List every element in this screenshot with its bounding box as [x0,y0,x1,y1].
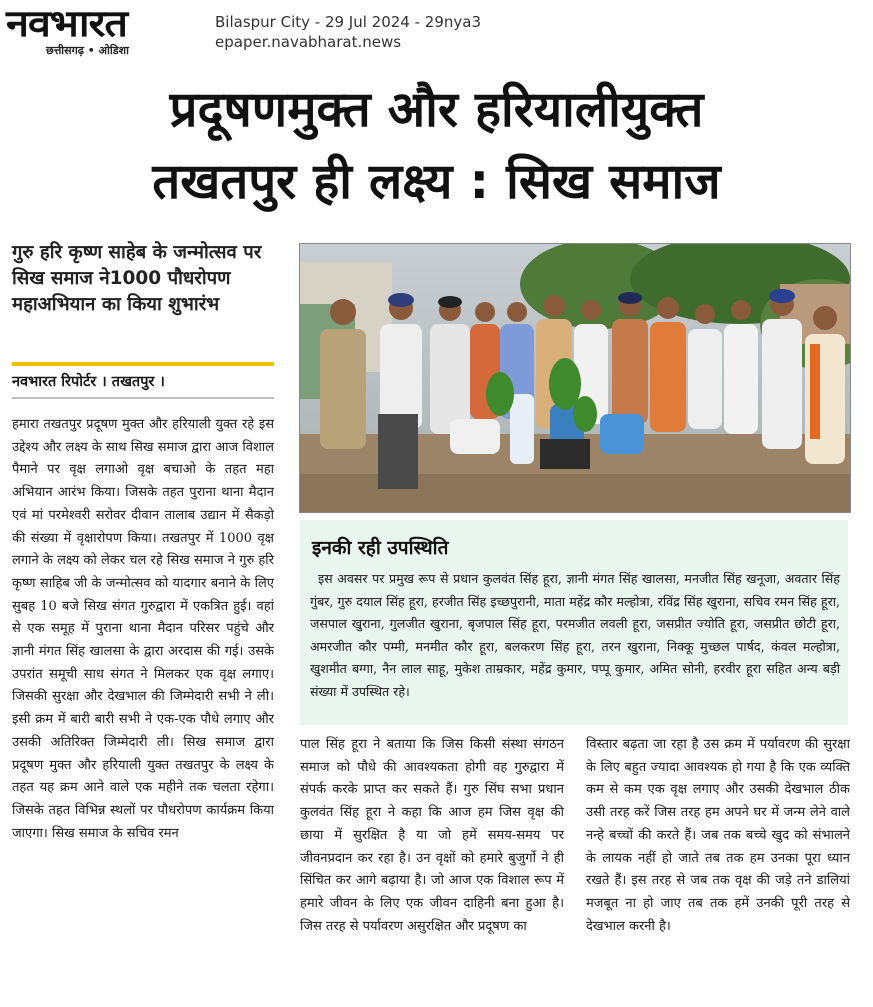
article-column-2: पाल सिंह हूरा ने बताया कि जिस किसी संस्था संगठन समाज को पौधे की आवश्यकता होगी वह गुरुद्वारा में संपर्क करके प्राप्त कर सकते हैं। गुरु सिंघ सभा प्रधान कुलवंत सिंह हूरा ने कहा कि आज हम जिस वृक्ष की छाया में सुरक्षित है या जो हमें समय-समय पर जीवनप्रदान कर रहा है। उन वृक्षों को हमारे बुजुर्गो ने ही सिंचित कर आगे बढ़ाया है। जो आज एक विशाल रूप में हमारे जीवन के लिए एक जीवन दाहिनी बना हुआ है। जिस तरह से पर्यावरण असुरक्षित और प्रदूषण का [300,737,564,934]
edition-line: Bilaspur City - 29 Jul 2024 - 29nya3 [215,13,481,31]
headline-line-2: तखतपुर ही लक्ष्य : सिख समाज [152,153,721,210]
logo-tagline: छत्तीसगढ़ • ओडिशा [46,44,129,57]
logo-name: नवभारत [6,2,127,45]
headline-line-1: प्रदूषणमुक्त और हरियालीयुक्त [169,81,704,138]
news-photo [299,243,851,513]
epaper-url: epaper.navabharat.news [215,33,402,51]
edition-info [215,12,481,52]
byline-divider [12,397,274,399]
attendance-text: इस अवसर पर प्रमुख रूप से प्रधान कुलवंत सिंह हूरा, ज्ञानी मंगत सिंह खालसा, मनजीत सिंह खनूजा, अवतार सिंह गुंबर, गुरु दयाल सिंह हूरा, हरजीत सिंह इच्छपुरानी, माता महेंद्र कौर मल्होत्रा, रविंद्र सिंह खुराना, सचिव रमन सिंह हूरा, जसपाल खुराना, गुलजीत खुराना, बृजपाल सिंह हूरा, परमजीत लवली हूरा, जसप्रीत ज्योति हूरा, जसप्रीत छोटी हूरा, अमरजीत कौर पम्मी, मनमीत कौर हूरा, बलकरण सिंह हूरा, तरन खुराना, निक्कू मुच्छल पार्षद, कंवल मल्होत्रा, खुशमीत बग्गा, नैन लाल साहू, मुकेश ताम्रकार, महेंद्र कुमार, पप्पू कुमार, अमित सोनी, हरवीर हूरा सहित अन्य बड़ी संख्या में उपस्थित रहे। [310,571,840,699]
subheadline: गुरु हरि कृष्ण साहेब के जन्मोत्सव पर सिख समाज ने1000 पौधरोपण महाअभियान का किया शुभारंभ [12,242,262,315]
newspaper-logo[interactable] [6,4,201,62]
attendance-title: इनकी रही उपस्थिति [312,537,449,559]
yellow-divider [12,362,274,366]
masthead [0,0,873,70]
group-photo-illustration [300,244,850,512]
article-column-1: हमारा तखतपुर प्रदूषण मुक्त और हरियाली युक्त रहे इस उद्देश्य और लक्ष्य के साथ सिख समाज द्वारा आज विशाल पैमाने पर वृक्ष लगाओ वृक्ष बचाओ के तहत महा अभियान आरंभ किया। जिसके तहत पुराना थाना मैदान एवं मां परमेश्वरी सरोवर दीवान तालाब उद्यान में सैकड़ो की संख्या में वृक्षारोपण किया। तखतपुर में 1000 वृक्ष लगाने के लक्ष्य को लेकर चल रहे सिख समाज ने गुरु हरि कृष्ण साहिब जी के जन्मोत्सव को यादगार बनाने के लिए सुबह 10 बजे सिख संगत गुरुद्वारा में एकत्रित हुई। वहां से एक समूह में पुराना थाना मैदान परिसर पहुंचे और ज्ञानी मंगत सिंह खालसा के द्वारा अरदास की गई। उसके उपरांत समूची साध संगत ने मिलकर एक वृक्ष लगाए। जिसकी सुरक्षा और देखभाल की जिम्मेदारी सभी ने ली। इसी क्रम में बारी बारी सभी ने एक-एक पौधे लगाए और उसकी अतिरिक्त जिम्मेदारी ली। सिख समाज द्वारा प्रदूषण मुक्त और हरियाली युक्त तखतपुर के लक्ष्य के तहत यह क्रम आने वाले एक महीने तक चलता रहेगा। जिसके तहत विभिन्न स्थलों पर पौधरोपण कार्यक्रम किया जाएगा। सिख समाज के सचिव रमन [12,417,274,841]
attendance-box [300,520,848,725]
byline: नवभारत रिपोर्टर । तखतपुर । [12,374,165,390]
headline [0,74,873,218]
article-column-3: विस्तार बढ़ता जा रहा है उस क्रम में पर्यावरण की सुरक्षा के लिए बहुत ज्यादा आवश्यक हो गया है कि एक व्यक्ति कम से कम एक वृक्ष लगाए और उसकी देखभाल ठीक उसी तरह करें जिस तरह हम अपने घर में जन्म लेने वाले नन्हे बच्चों की करते हैं। जब तक बच्चे खुद को संभालने के लायक नहीं हो जाते तब तक हम उनका पूरा ध्यान रखते हैं। इस तरह से जब तक वृक्ष की जड़े तने डालियां मजबूत ना हो जाए तब तक हमें उनकी पूरी तरह से देखभाल करनी है। [586,737,850,934]
